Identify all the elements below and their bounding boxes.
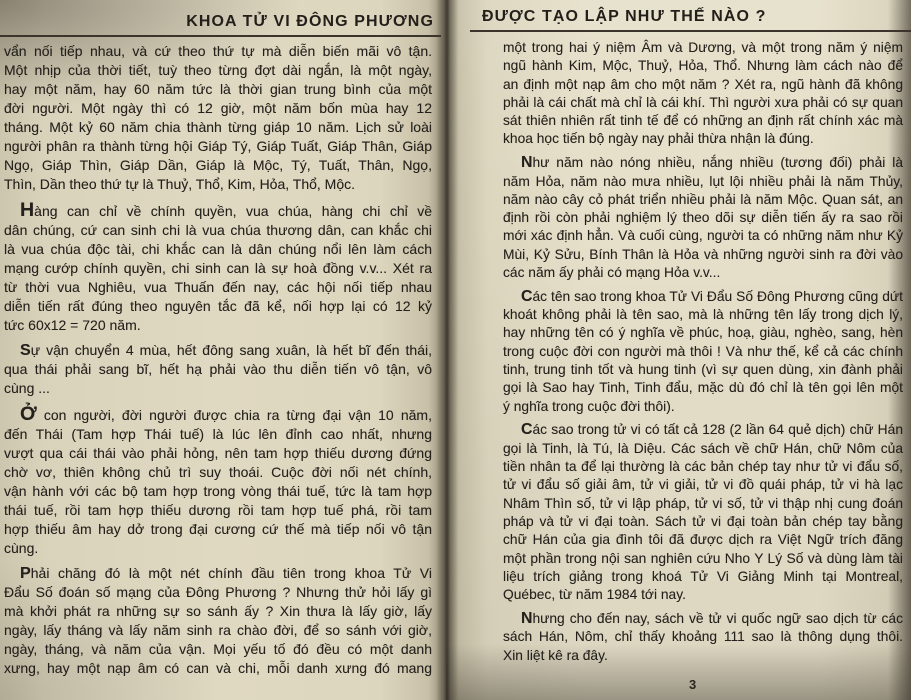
text-line: năm nào cây cỏ phát triển nhiều phải là năm Mộc. Quan sát, an bbox=[503, 191, 903, 207]
book-gutter bbox=[436, 0, 458, 700]
text-line: đời người. Một ngày thì có 12 giờ, một năm bốn mùa hay 12 bbox=[4, 100, 432, 116]
text-line: gọi là Sao hay Tinh, Tinh đẩu, mặc dù đó chỉ là tên gọi lên một bbox=[503, 380, 903, 396]
text-line: Đẩu Số đoán số mạng của Đông Phương ? Nhưng thử hỏi lấy gì bbox=[4, 584, 432, 600]
running-header-right: ĐƯỢC TẠO LẬP NHƯ THẾ NÀO ? bbox=[482, 8, 767, 25]
text-line: Hàng can chỉ về chính quyền, vua chúa, hàng chi chỉ về bbox=[20, 198, 432, 221]
text-line: thái tuế, rồi tam hợp thiếu dương rồi tam hợp tuế phá, rồi tam bbox=[4, 501, 432, 518]
text-line: vận hành với các bộ tam hợp trong vòng thái tuế, tức là tam hợp bbox=[4, 482, 432, 499]
right-page bbox=[446, 0, 911, 700]
text-line: ngày, tháng, và năm của vận. Mọi yếu tố đó đều có một danh bbox=[4, 641, 432, 657]
text-line: cùng ... bbox=[4, 380, 50, 396]
text-line: dân chúng, cứ can sinh chi là vua chúa thương dân, can khắc chi bbox=[4, 221, 432, 238]
text-line: khoa học tiến bộ ngày nay phải thừa nhận là đúng. bbox=[503, 131, 814, 147]
text-line: năm Hỏa, năm nào mưa nhiều, lụt lội nhiều phải là năm Thủy, bbox=[503, 173, 903, 189]
text-line: Thìn, Dần theo thứ tự là Thuỷ, Thổ, Kim, Hỏa, Thổ, Mộc. bbox=[4, 176, 356, 192]
text-line: cùng. bbox=[4, 539, 39, 556]
text-line: Như năm nào nóng nhiều, nắng nhiều (tương đối) phải là bbox=[521, 154, 903, 172]
left-page-body bbox=[4, 42, 432, 678]
text-line: tử vi đẩu số giải âm, tử vi giải, tử vi đồ quái pháp, tử vi hà lạc bbox=[503, 477, 903, 493]
text-line: diễn tiến rất đúng theo nguyên tắc đã kể, nối hợp lại có 12 kỷ bbox=[4, 297, 432, 314]
text-line: người phân ra thành từng hội Giáp Tý, Giáp Tuất, Giáp Thân, Giáp bbox=[4, 138, 432, 154]
right-page-body bbox=[503, 39, 903, 665]
header-rule-left bbox=[0, 35, 441, 37]
paragraph bbox=[503, 154, 903, 282]
text-line: tinh, trung tinh tốt và hung tinh (vì sự quen dùng, xin đành phải bbox=[503, 362, 903, 378]
paragraph bbox=[503, 288, 903, 416]
paragraph bbox=[4, 341, 432, 398]
text-line: mà khởi phát ra những sự so sánh ấy ? Xin thưa là lấy giờ, lấy bbox=[4, 603, 432, 619]
text-line: phải là cái chất mà chỉ là cái khí. Thì người xưa phải có sự quan bbox=[503, 94, 903, 110]
text-line: một phần trong nội san nghiên cứu Nho Y Lý Số và dùng làm tài bbox=[503, 550, 903, 566]
text-line: hay một năm, hay 60 năm tức là thời gian trung bình của một bbox=[4, 81, 432, 97]
text-line: các năm ấy phải có mạng Hỏa v.v... bbox=[503, 265, 721, 281]
paragraph bbox=[503, 39, 903, 149]
paragraph bbox=[4, 42, 432, 194]
text-line: ý nghĩa trong cuộc đời thôi). bbox=[503, 398, 675, 414]
text-line: Một nhịp của thời tiết, tuỳ theo từng đợt dài ngắn, là một ngày, bbox=[4, 62, 432, 78]
left-page bbox=[0, 0, 446, 700]
text-line: tiền nhân ta để lại thường là các bản chép tay như tử vi đẩu số, bbox=[503, 459, 903, 475]
text-line: chữ Hán của gia đình tôi đã được dịch ra Việt Ngữ trích đăng bbox=[503, 532, 903, 548]
text-line: tháng. Một kỷ 60 năm chia thành từng giáp 10 năm. Lịch sử loài bbox=[4, 119, 432, 135]
text-line: sát thiên nhiên rất tinh tế để có những an định rất chính xác mà bbox=[503, 113, 903, 129]
header-rule-right bbox=[470, 30, 911, 32]
text-line: ngày, lấy tháng và lấy năm sinh ra chào đời, để so sánh với giờ, bbox=[4, 622, 432, 638]
text-line: ngũ hành Kim, Mộc, Thuỷ, Hỏa, Thổ. Nhưng làm cách nào để bbox=[503, 58, 903, 74]
text-line: an định một nạp âm cho một năm ? Xét ra, ngũ hành đã không bbox=[503, 76, 903, 92]
text-line: đến Thái (Tam hợp Thái tuế) là lúc lên đỉnh cao nhất, nhưng bbox=[4, 425, 432, 442]
text-line: mới xác định hẳn. Và cuối cùng, người ta có những năm như Kỷ bbox=[503, 228, 903, 244]
text-line: vượt qua cái thái vào phải hỏng, nên tam hợp thiếu dương đứng bbox=[4, 444, 432, 461]
text-line: trong cuộc đời con người mà thôi ! Và như thế, kể cả các chính bbox=[503, 343, 903, 359]
paragraph bbox=[4, 564, 432, 678]
text-line: Nhâm Thìn số, tử vi lập pháp, tử vi số, tử vi thập nhị cung đoán bbox=[503, 495, 903, 511]
text-line: Xin liệt kê ra đây. bbox=[503, 647, 608, 663]
running-header-left: KHOA TỬ VI ĐÔNG PHƯƠNG bbox=[186, 13, 434, 30]
text-line: tức 60x12 = 720 năm. bbox=[4, 316, 141, 333]
paragraph bbox=[4, 198, 432, 335]
text-line: Các tên sao trong khoa Tử Vi Đẩu Số Đông Phương cũng dứt bbox=[521, 287, 903, 305]
text-line: liệu trích giảng trong khoá Tử Vi Giảng Minh tại Montreal, bbox=[503, 568, 903, 584]
text-line: Ở con người, đời người được chia ra từng đại vận 10 năm, bbox=[20, 402, 432, 425]
text-line: gọi là Tinh, là Tú, là Diệu. Các sách về chữ Hán, chữ Nôm của bbox=[503, 440, 903, 456]
text-line: xưng, hay một nạp âm có can và chi, mỗi danh xưng đó mang bbox=[4, 660, 432, 676]
text-line: hợp thiếu âm hay dở trong đại cương cứ thế mà tiếp nối vô tận bbox=[4, 520, 432, 537]
text-line: từ thời vua Nghiêu, vua Thuấn đến nay, các hội nối tiếp nhau bbox=[4, 278, 432, 295]
text-line: một trong hai ý niệm Âm và Dương, và một trong năm ý niệm bbox=[503, 40, 903, 55]
text-line: Québec, từ năm 1984 tới nay. bbox=[503, 587, 686, 603]
text-line: định rồi còn phải nghiệm lý theo dõi sự diễn tiến ấy ra sao rồi bbox=[503, 210, 903, 226]
text-line: qua thái phải sang bĩ, hết hạ phải vào thu diễn tiến vô tận, vô bbox=[4, 361, 432, 377]
text-line: pháp và tử vi đại toàn. Sách tử vi đại toàn bản chép tay bằng bbox=[503, 513, 903, 529]
text-line: Mùi, Kỷ Sửu, Bính Thân là Hỏa và những người sinh ra đời vào bbox=[503, 246, 903, 262]
paragraph bbox=[503, 610, 903, 665]
text-line: là vua chúa độc tài, chi khắc can là dân chúng nổi lên làm cách bbox=[4, 240, 432, 257]
text-line: Nhưng cho đến nay, sách về tử vi quốc ngữ sao dịch từ các bbox=[521, 609, 903, 627]
text-line: mạng cướp chính quyền, chi sinh can là sự hoà đồng v.v... Xét ra bbox=[4, 259, 432, 276]
text-line: chờ vơ, thiên không chủ trì suy thoái. Cuộc đời nối nét chính, bbox=[4, 463, 432, 480]
text-line: Các sao trong tử vi có tất cả 128 (2 lần 64 quẻ dịch) chữ Hán bbox=[521, 421, 903, 439]
text-line: Ngọ, Giáp Thìn, Giáp Dần, Giáp là Mộc, Tý, Tuất, Thân, Ngọ, bbox=[4, 157, 432, 173]
text-line: vẩn nối tiếp nhau, và cứ theo thứ tự mà diễn biến mãi vô tận. bbox=[4, 43, 432, 59]
text-line: Phải chăng đó là một nét chính đầu tiên trong khoa Tử Vi bbox=[20, 564, 432, 582]
page-number: 3 bbox=[689, 677, 697, 692]
text-line: hay những tên có ý nghĩa về phúc, hoạ, giàu, nghèo, sang, hèn bbox=[503, 325, 903, 341]
paragraph bbox=[4, 402, 432, 558]
text-line: Sự vận chuyển 4 mùa, hết đông sang xuân, là hết bĩ đến thái, bbox=[20, 341, 432, 359]
text-line: khoát không phải là tên sao, mà là những tên lấy trong dịch lý, bbox=[503, 307, 903, 323]
paragraph bbox=[503, 421, 903, 604]
text-line: sách Hán, Nôm, chỉ thấy khoảng 111 sao là thông dụng thôi. bbox=[503, 629, 903, 645]
